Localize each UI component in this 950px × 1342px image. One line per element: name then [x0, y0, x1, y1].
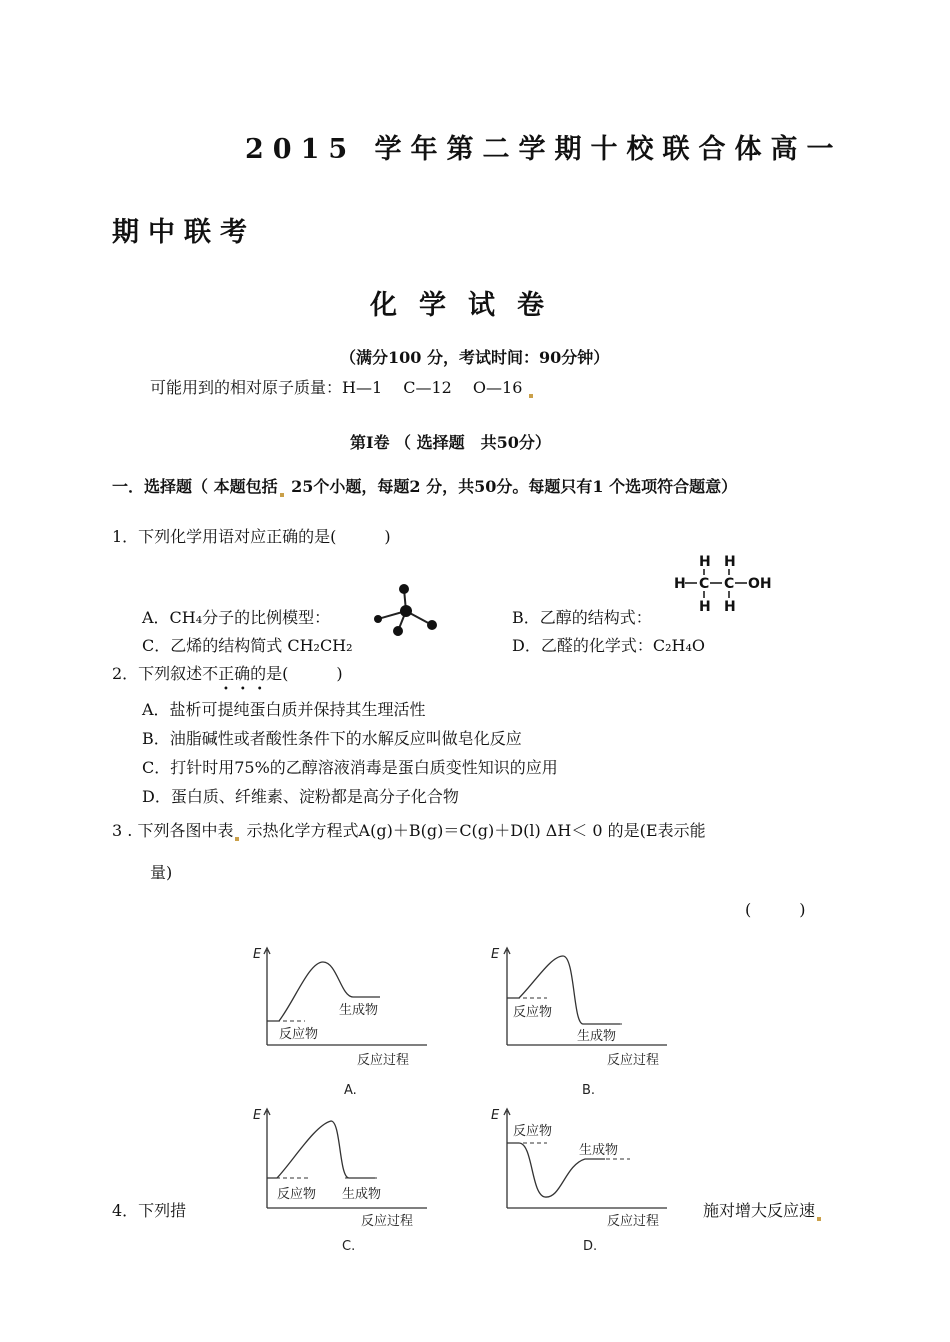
graph-a-product: 生成物 [339, 1003, 379, 1018]
section-heading: 第Ⅰ卷 （ 选择题 共50分） [350, 433, 551, 452]
q2-option-a: A．盐析可提纯蛋白质并保持其生理活性 [142, 700, 426, 719]
mark-dot [817, 1217, 821, 1221]
emphasis-dots: ••• [223, 684, 274, 695]
q4-stem-end [703, 1198, 823, 1221]
graph-d-x-axis: 反应过程 [607, 1214, 660, 1229]
struct-h-bot1: H [699, 599, 711, 615]
q2-option-d: D．蛋白质、纤维素、淀粉都是高分子化合物 [142, 787, 459, 806]
part-heading [112, 474, 737, 497]
graph-c-product: 生成物 [342, 1187, 382, 1202]
y-axis-label: E [491, 947, 500, 962]
ethanol-structure [668, 551, 788, 617]
y-axis-label: E [491, 1108, 500, 1123]
title-line-2: 期中联考 [112, 217, 256, 248]
mark-dot [280, 493, 284, 497]
title-line-3: 化学试卷 [370, 290, 566, 321]
y-axis-label: E [253, 1108, 262, 1123]
q3-stem-a: 3 . 下列各图中表 [112, 821, 234, 840]
q1-stem: 1．下列化学用语对应正确的是( ) [112, 527, 391, 546]
energy-graph-b [485, 940, 685, 1100]
graph-c-reactant: 反应物 [277, 1187, 317, 1202]
atomic-masses [150, 375, 535, 398]
energy-graph-d [485, 1103, 685, 1263]
q1-option-c: C．乙烯的结构简式 CH₂CH₂ [142, 636, 353, 655]
exam-info: （满分100 分，考试时间：90分钟） [340, 348, 610, 367]
struct-c2: C [724, 576, 735, 592]
graph-d-caption: D. [583, 1239, 598, 1254]
graph-b-x-axis: 反应过程 [607, 1053, 660, 1068]
q3-stem-line2: 量) [150, 863, 173, 882]
part-suffix: 25个小题，每题2 分，共50分。每题只有1 个选项符合题意） [291, 477, 738, 496]
struct-oh: OH [748, 576, 772, 592]
graph-b-product: 生成物 [577, 1029, 617, 1044]
graph-b-caption: B. [582, 1083, 596, 1098]
graph-a-x-axis: 反应过程 [357, 1053, 410, 1068]
mark-dot [529, 394, 533, 398]
energy-graph-c [245, 1103, 445, 1263]
q3-answer-blank: ( ) [745, 900, 806, 919]
q4-stem-end-text: 施对增大反应速 [703, 1201, 816, 1220]
graph-a-caption: A. [344, 1083, 357, 1098]
q3-stem-line1 [112, 818, 706, 841]
graph-c-caption: C. [342, 1239, 356, 1254]
mark-dot [235, 837, 239, 841]
q4-stem-start: 4．下列措 [112, 1201, 187, 1220]
q2-option-b: B．油脂碱性或者酸性条件下的水解反应叫做皂化反应 [142, 729, 522, 748]
y-axis-label: E [253, 947, 262, 962]
energy-graph-a [245, 940, 445, 1100]
graph-d-reactant: 反应物 [513, 1124, 553, 1139]
struct-h-bot2: H [724, 599, 736, 615]
q2-stem: 2．下列叙述不正确的是( ) [112, 664, 343, 683]
q2-option-c: C．打针时用75%的乙醇溶液消毒是蛋白质变性知识的应用 [142, 758, 558, 777]
atomic-masses-text: 可能用到的相对原子质量：H—1 C—12 O—16 [150, 378, 523, 397]
struct-h-left: H [674, 576, 686, 592]
graph-d-product: 生成物 [579, 1143, 619, 1158]
struct-c1: C [699, 576, 710, 592]
q3-stem-b: 示热化学方程式A(g)＋B(g)＝C(g)＋D(l) ΔH＜ 0 的是(E表示能 [246, 821, 706, 840]
struct-h-top1: H [699, 554, 711, 570]
title-line-1: 2015 学年第二学期十校联合体高一 [245, 134, 843, 165]
graph-b-reactant: 反应物 [513, 1005, 553, 1020]
q1-option-b: B．乙醇的结构式： [512, 608, 652, 627]
q1-option-d: D．乙醛的化学式：C₂H₄O [512, 636, 705, 655]
struct-h-top2: H [724, 554, 736, 570]
graph-a-reactant: 反应物 [279, 1027, 319, 1042]
part-prefix: 一．选择题（ 本题包括 [112, 477, 278, 496]
ch4-model-image [370, 583, 440, 643]
q1-option-a: A．CH₄分子的比例模型： [142, 608, 331, 627]
graph-c-x-axis: 反应过程 [361, 1214, 414, 1229]
